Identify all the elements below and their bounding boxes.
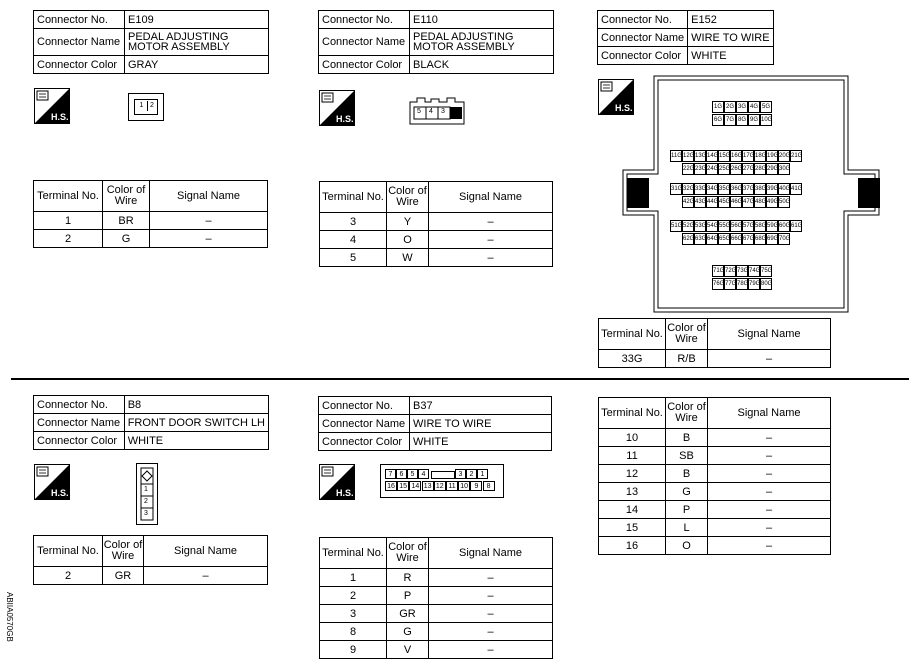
connector-color-value: WHITE: [410, 433, 552, 451]
col-terminal-no: Terminal No.: [34, 536, 103, 567]
table-row: [599, 465, 831, 483]
pin-label: 77G: [724, 278, 736, 290]
pin-label: 62G: [682, 233, 694, 245]
pin-label: 74G: [748, 265, 760, 277]
connector-no-value: E152: [688, 11, 773, 29]
pin-label: 72G: [724, 265, 736, 277]
pin-label: 61G: [790, 220, 802, 232]
col-terminal-no: Terminal No.: [599, 398, 666, 429]
pin-label: 6: [396, 469, 407, 479]
pin-label: 20G: [778, 150, 790, 162]
pin-label: 40G: [778, 183, 790, 195]
pin-label: 22G: [682, 163, 694, 175]
pin-label: 58G: [754, 220, 766, 232]
connector-info-b8: [33, 395, 269, 450]
label-connector-name: Connector Name: [34, 29, 125, 56]
pin-label: 76G: [712, 278, 724, 290]
pin-label: 68G: [754, 233, 766, 245]
terminal-table-e109: [33, 180, 268, 248]
pin-label: 4G: [748, 101, 760, 113]
connector-name-value: WIRE TO WIRE: [688, 29, 773, 47]
table-row: [320, 569, 553, 587]
terminal-no-cell: 5: [320, 249, 387, 267]
signal-name-cell: –: [708, 483, 831, 501]
pin-label: 52G: [682, 220, 694, 232]
terminal-no-cell: 11: [599, 447, 666, 465]
connector-no-value: B8: [124, 396, 268, 414]
pin-label: 3: [455, 469, 466, 479]
wire-color-cell: G: [103, 230, 150, 248]
wire-color-cell: P: [387, 587, 429, 605]
pin-label: 41G: [790, 183, 802, 195]
hs-icon: [34, 464, 70, 505]
connector-info-b37: [318, 396, 552, 451]
pin-label: 17G: [742, 150, 754, 162]
signal-name-cell: –: [150, 230, 268, 248]
terminal-no-cell: 14: [599, 501, 666, 519]
pin-label: 1: [477, 469, 488, 479]
table-row: [599, 429, 831, 447]
terminal-table-b37-b: [598, 397, 831, 555]
connector-name-value: WIRE TO WIRE: [410, 415, 552, 433]
pin-label: 16: [385, 481, 397, 491]
connector-color-value: WHITE: [688, 47, 773, 65]
terminal-no-cell: 3: [320, 605, 387, 623]
terminal-no-cell: 15: [599, 519, 666, 537]
hs-icon: [34, 88, 70, 129]
table-row: [599, 350, 831, 368]
pin-label: 11G: [670, 150, 682, 162]
pin-label: 2: [147, 101, 156, 111]
pin-label: 15G: [718, 150, 730, 162]
pin-label: 65G: [718, 233, 730, 245]
pin-label: 3G: [736, 101, 748, 113]
table-row: [34, 230, 268, 248]
pin-label: 49G: [766, 196, 778, 208]
signal-name-cell: –: [708, 350, 831, 368]
pin-label: 18G: [754, 150, 766, 162]
pin-label: 29G: [766, 163, 778, 175]
table-row: [599, 519, 831, 537]
pin-label: 8: [483, 481, 495, 491]
connector-face-e152: [622, 75, 880, 313]
col-terminal-no: Terminal No.: [320, 538, 387, 569]
pin-label: 2: [466, 469, 477, 479]
connector-name-value: PEDAL ADJUSTING MOTOR ASSEMBLY: [410, 29, 554, 56]
pin-label: 4: [429, 108, 433, 115]
wire-color-cell: GR: [103, 567, 144, 585]
hs-icon: [319, 464, 355, 505]
wire-color-cell: G: [666, 483, 708, 501]
terminal-no-cell: 1: [320, 569, 387, 587]
label-connector-color: Connector Color: [319, 56, 410, 74]
signal-name-cell: –: [708, 447, 831, 465]
wire-color-cell: W: [387, 249, 429, 267]
terminal-no-cell: 13: [599, 483, 666, 501]
label-connector-name: Connector Name: [34, 414, 125, 432]
col-signal-name: Signal Name: [708, 319, 831, 350]
pin-label: 7: [385, 469, 396, 479]
pin-label: 5: [417, 108, 421, 115]
col-signal-name: Signal Name: [708, 398, 831, 429]
signal-name-cell: –: [429, 641, 553, 659]
col-signal-name: Signal Name: [429, 538, 553, 569]
svg-text:H.S.: H.S.: [615, 103, 633, 113]
label-connector-no: Connector No.: [319, 397, 410, 415]
pin-label: 67G: [742, 233, 754, 245]
terminal-no-cell: 10: [599, 429, 666, 447]
pin-label: 1G: [712, 101, 724, 113]
col-color-of-wire: Color of Wire: [666, 319, 708, 350]
terminal-no-cell: 12: [599, 465, 666, 483]
wire-color-cell: B: [666, 465, 708, 483]
pin-label: 45G: [718, 196, 730, 208]
col-terminal-no: Terminal No.: [320, 182, 387, 213]
label-connector-color: Connector Color: [34, 432, 125, 450]
label-connector-name: Connector Name: [319, 29, 410, 56]
pin-label: 2G: [724, 101, 736, 113]
pin-label: 13: [422, 481, 434, 491]
pin-label: 71G: [712, 265, 724, 277]
col-color-of-wire: Color of Wire: [666, 398, 708, 429]
pin-label: 14: [409, 481, 421, 491]
pin-label: 48G: [754, 196, 766, 208]
signal-name-cell: –: [429, 249, 553, 267]
signal-name-cell: –: [144, 567, 268, 585]
wire-color-cell: SB: [666, 447, 708, 465]
signal-name-cell: –: [429, 213, 553, 231]
hs-icon: [319, 90, 355, 131]
pin-label: 10: [458, 481, 470, 491]
pin-label: 38G: [754, 183, 766, 195]
pin-label: 19G: [766, 150, 778, 162]
pin-label: 79G: [748, 278, 760, 290]
wire-color-cell: R: [387, 569, 429, 587]
table-row: [320, 641, 553, 659]
label-connector-no: Connector No.: [34, 11, 125, 29]
connector-face-b37: [380, 464, 504, 498]
pin-label: 36G: [730, 183, 742, 195]
pin-label: 78G: [736, 278, 748, 290]
table-row: [320, 587, 553, 605]
signal-name-cell: –: [708, 537, 831, 555]
wire-color-cell: L: [666, 519, 708, 537]
pin-label: 15: [397, 481, 409, 491]
table-row: [320, 249, 553, 267]
pin-label: 63G: [694, 233, 706, 245]
connector-info-e152: [597, 10, 774, 65]
pin-label: 10G: [760, 114, 772, 126]
terminal-no-cell: 16: [599, 537, 666, 555]
figure-code: ABIIA0570GB: [5, 592, 14, 642]
pin-label: 1: [139, 102, 144, 109]
label-connector-no: Connector No.: [319, 11, 410, 29]
pin-label: 66G: [730, 233, 742, 245]
pin-label: 33G: [694, 183, 706, 195]
connector-info-e109: [33, 10, 269, 74]
pin-label: 69G: [766, 233, 778, 245]
col-color-of-wire: Color of Wire: [103, 181, 150, 212]
signal-name-cell: –: [429, 569, 553, 587]
terminal-no-cell: 8: [320, 623, 387, 641]
signal-name-cell: –: [429, 623, 553, 641]
col-signal-name: Signal Name: [150, 181, 268, 212]
connector-face-b8: [136, 463, 158, 525]
pin-label: 2: [144, 498, 148, 505]
connector-color-value: BLACK: [410, 56, 554, 74]
pin-label: 70G: [778, 233, 790, 245]
terminal-table-e110: [319, 181, 553, 267]
signal-name-cell: –: [708, 465, 831, 483]
connector-no-value: B37: [410, 397, 552, 415]
pin-label: 16G: [730, 150, 742, 162]
pin-label: 32G: [682, 183, 694, 195]
table-row: [34, 567, 268, 585]
signal-name-cell: –: [708, 519, 831, 537]
terminal-no-cell: 2: [34, 567, 103, 585]
col-signal-name: Signal Name: [429, 182, 553, 213]
wire-color-cell: O: [387, 231, 429, 249]
table-row: [320, 231, 553, 249]
label-connector-color: Connector Color: [598, 47, 688, 65]
label-connector-name: Connector Name: [598, 29, 688, 47]
connector-face-e110: [409, 97, 465, 125]
connector-name-value: FRONT DOOR SWITCH LH: [124, 414, 268, 432]
pin-label: 46G: [730, 196, 742, 208]
pin-label: 9G: [748, 114, 760, 126]
connector-no-value: E110: [410, 11, 554, 29]
label-connector-color: Connector Color: [34, 56, 125, 74]
terminal-no-cell: 9: [320, 641, 387, 659]
label-connector-color: Connector Color: [319, 433, 410, 451]
pin-label: 3: [441, 108, 445, 115]
wire-color-cell: P: [666, 501, 708, 519]
pin-label: 25G: [718, 163, 730, 175]
connector-color-value: WHITE: [124, 432, 268, 450]
col-color-of-wire: Color of Wire: [387, 538, 429, 569]
pin-label: 12G: [682, 150, 694, 162]
pin-label: 53G: [694, 220, 706, 232]
pin-label: 21G: [790, 150, 802, 162]
pin-label: 26G: [730, 163, 742, 175]
pin-label: 42G: [682, 196, 694, 208]
col-terminal-no: Terminal No.: [34, 181, 103, 212]
pin-label: 1: [144, 486, 148, 493]
label-connector-name: Connector Name: [319, 415, 410, 433]
svg-text:H.S.: H.S.: [51, 488, 69, 498]
terminal-no-cell: 33G: [599, 350, 666, 368]
wire-color-cell: BR: [103, 212, 150, 230]
terminal-table-b8: [33, 535, 268, 585]
pin-label: 64G: [706, 233, 718, 245]
section-divider: [11, 378, 909, 380]
table-row: [599, 447, 831, 465]
svg-text:H.S.: H.S.: [336, 488, 354, 498]
pin-label: 6G: [712, 114, 724, 126]
signal-name-cell: –: [429, 605, 553, 623]
pin-label: 80G: [760, 278, 772, 290]
pin-label: 28G: [754, 163, 766, 175]
pin-label: 34G: [706, 183, 718, 195]
pin-label: 9: [470, 481, 482, 491]
col-signal-name: Signal Name: [144, 536, 268, 567]
signal-name-cell: –: [429, 587, 553, 605]
wire-color-cell: V: [387, 641, 429, 659]
wire-color-cell: R/B: [666, 350, 708, 368]
col-color-of-wire: Color of Wire: [387, 182, 429, 213]
key-slot: [431, 471, 455, 479]
pin-label: 47G: [742, 196, 754, 208]
pin-label: 37G: [742, 183, 754, 195]
signal-name-cell: –: [429, 231, 553, 249]
terminal-table-e152: [598, 318, 831, 368]
pin-label: 39G: [766, 183, 778, 195]
signal-name-cell: –: [708, 501, 831, 519]
connector-name-value: PEDAL ADJUSTING MOTOR ASSEMBLY: [125, 29, 269, 56]
pin-label: 14G: [706, 150, 718, 162]
pin-label: 56G: [730, 220, 742, 232]
table-row: [599, 483, 831, 501]
pin-label: 7G: [724, 114, 736, 126]
connector-face-e109: [128, 93, 164, 121]
pin-label: 5G: [760, 101, 772, 113]
pin-label: 3: [144, 510, 148, 517]
terminal-no-cell: 1: [34, 212, 103, 230]
col-terminal-no: Terminal No.: [599, 319, 666, 350]
svg-text:H.S.: H.S.: [51, 112, 69, 122]
wire-color-cell: Y: [387, 213, 429, 231]
pin-label: 60G: [778, 220, 790, 232]
pin-label: 54G: [706, 220, 718, 232]
pin-label: 23G: [694, 163, 706, 175]
wire-color-cell: B: [666, 429, 708, 447]
pin-label: 31G: [670, 183, 682, 195]
terminal-no-cell: 4: [320, 231, 387, 249]
svg-text:H.S.: H.S.: [336, 114, 354, 124]
wire-color-cell: O: [666, 537, 708, 555]
connector-no-value: E109: [125, 11, 269, 29]
pin-label: 27G: [742, 163, 754, 175]
terminal-table-b37-a: [319, 537, 553, 659]
table-row: [599, 537, 831, 555]
pin-label: 35G: [718, 183, 730, 195]
pin-label: 73G: [736, 265, 748, 277]
table-row: [320, 623, 553, 641]
terminal-no-cell: 2: [34, 230, 103, 248]
table-row: [599, 501, 831, 519]
terminal-no-cell: 3: [320, 213, 387, 231]
connector-color-value: GRAY: [125, 56, 269, 74]
pin-label: 43G: [694, 196, 706, 208]
pin-label: 50G: [778, 196, 790, 208]
label-connector-no: Connector No.: [34, 396, 125, 414]
pin-label: 44G: [706, 196, 718, 208]
pin-label: 55G: [718, 220, 730, 232]
pin-label: 12: [434, 481, 446, 491]
signal-name-cell: –: [150, 212, 268, 230]
table-row: [34, 212, 268, 230]
signal-name-cell: –: [708, 429, 831, 447]
terminal-no-cell: 2: [320, 587, 387, 605]
pin-label: 13G: [694, 150, 706, 162]
wire-color-cell: G: [387, 623, 429, 641]
label-connector-no: Connector No.: [598, 11, 688, 29]
wire-color-cell: GR: [387, 605, 429, 623]
pin-label: 8G: [736, 114, 748, 126]
pin-label: 5: [407, 469, 418, 479]
pin-label: 11: [446, 481, 458, 491]
col-color-of-wire: Color of Wire: [103, 536, 144, 567]
pin-label: 30G: [778, 163, 790, 175]
pin-label: 4: [418, 469, 429, 479]
connector-info-e110: [318, 10, 554, 74]
pin-label: 59G: [766, 220, 778, 232]
table-row: [320, 605, 553, 623]
pin-label: 51G: [670, 220, 682, 232]
pin-label: 75G: [760, 265, 772, 277]
table-row: [320, 213, 553, 231]
pin-label: 57G: [742, 220, 754, 232]
pin-label: 24G: [706, 163, 718, 175]
